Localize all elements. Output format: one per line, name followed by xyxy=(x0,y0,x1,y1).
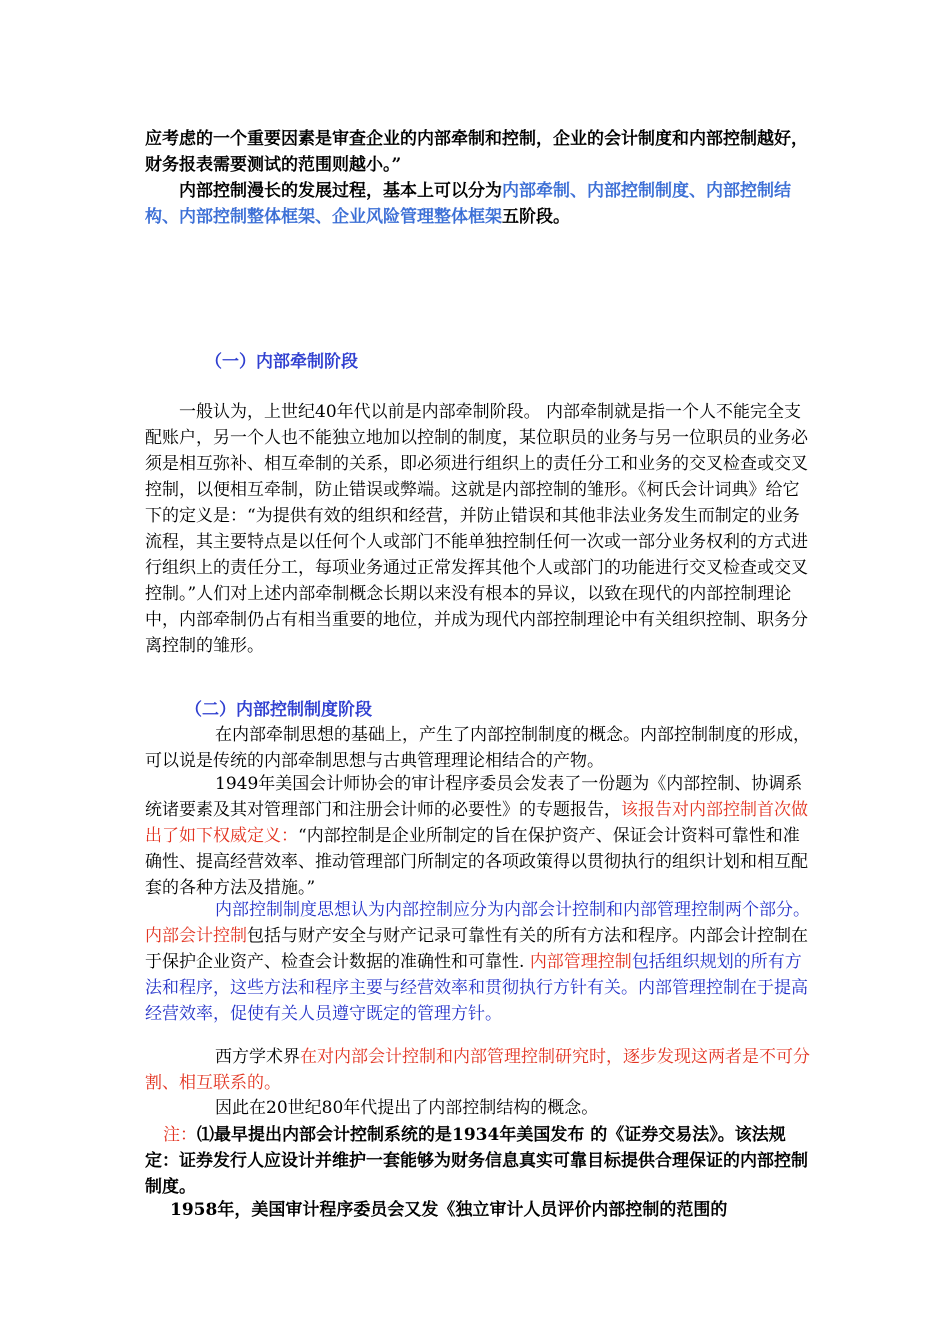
section2-paragraph-3 xyxy=(145,897,810,1027)
note-label: 注： xyxy=(163,1125,197,1145)
note-2 xyxy=(145,1197,810,1223)
section2-text-2a: 1949年美国会计师协会的审计程序委员会发表了一份题为《内部控制、协调系统诸要素及其对管理部门和注册会计师的必要性》的专题报告， xyxy=(145,774,803,820)
section2-text-2b: “内部控制是企业所制定的旨在保护资产、保证会计资料可靠性和准确性、提高经营效率、推动管理部门所制定的各项政策得以贯彻执行的组织计划和相互配套的各种方法及措施。” xyxy=(145,826,808,898)
section2-paragraph-5 xyxy=(145,1095,810,1121)
intro-stages-highlight: 内部牵制、内部控制制度、内部控制结构、内部控制整体框架、企业风险管理整体框架 xyxy=(145,181,791,227)
section2-text-3-blue2: 包括组织规划的所有方法和程序，这些方法和程序主要与经营效率和贯彻执行方针有关。内部管理控制在于提高经营效率，促使有关人员遵守既定的管理方针。 xyxy=(145,952,808,1024)
section2-text-4-highlight: 在对内部会计控制和内部管理控制研究时，逐步发现这两者是不可分割、相互联系的。 xyxy=(145,1047,810,1093)
section2-text-4a: 西方学术界 xyxy=(215,1047,300,1067)
section2-accounting-control-term: 内部会计控制 xyxy=(145,926,247,946)
intro-text-2b: 五阶段。 xyxy=(502,207,570,227)
note-1 xyxy=(145,1122,810,1200)
section2-text-5: 因此在20世纪80年代提出了内部控制结构的概念。 xyxy=(215,1098,599,1118)
note-2-text: 1958年，美国审计程序委员会又发《独立审计人员评价内部控制的范围的 xyxy=(170,1200,728,1220)
intro-text-2a: 内部控制漫长的发展过程，基本上可以分为 xyxy=(179,181,502,201)
section2-heading: （二）内部控制制度阶段 xyxy=(185,700,372,720)
section2-paragraph-1 xyxy=(145,722,810,774)
section2-text-3a: 包括与财产安全与财产记录可靠性有关的所有方法和程序。内部会计控制在于保护企业资产、检查会计数据的准确性和可靠性. xyxy=(145,926,808,972)
section2-text-1: 在内部牵制思想的基础上，产生了内部控制制度的概念。内部控制制度的形成，可以说是传统的内部牵制思想与古典管理理论相结合的产物。 xyxy=(145,725,810,771)
intro-paragraph-1 xyxy=(145,126,810,178)
section2-definition-highlight: 该报告对内部控制首次做出了如下权威定义： xyxy=(145,800,808,846)
section2-paragraph-2 xyxy=(145,771,810,901)
intro-paragraph-2 xyxy=(145,178,810,230)
section1-paragraph xyxy=(145,399,810,659)
section2-text-3-blue1: 内部控制制度思想认为内部控制应分为内部会计控制和内部管理控制两个部分。 xyxy=(215,900,810,920)
section2-management-control-term: 内部管理控制 xyxy=(529,952,632,972)
intro-text-1: 应考虑的一个重要因素是审查企业的内部牵制和控制，企业的会计制度和内部控制越好，财务报表需要测试的范围则越小。” xyxy=(145,129,808,175)
section1-text: 一般认为，上世纪40年代以前是内部牵制阶段。 内部牵制就是指一个人不能完全支配账户，另一个人也不能独立地加以控制的制度，某位职员的业务与另一位职员的业务必须是相互弥补、相互牵制的关系，即必须进行组织上的责任分工和业务的交叉检查或交叉控制，以便相互牵制，防止错误或弊端。这就是内部控制的雏形。《柯氏会计词典》给它下的定义是：“为提供有效的组织和经营，并防止错误和其他非法业务发生而制定的业务流程，其主要特点是以任何个人或部门不能单独控制任何一次或一部分业务权利的方式进行组织上的责任分工，每项业务通过正常发挥其他个人或部门的功能进行交叉检查或交叉控制。”人们对上述内部牵制概念长期以来没有根本的异议，以致在现代的内部控制理论中，内部牵制仍占有相当重要的地位，并成为现代内部控制理论中有关组织控制、职务分离控制的雏形。 xyxy=(145,402,808,656)
section2-paragraph-4 xyxy=(145,1044,810,1096)
note-1-text: ⑴最早提出内部会计控制系统的是1934年美国发布 的《证券交易法》。该法规定：证券发行人应设计并维护一套能够为财务信息真实可靠目标提供合理保证的内部控制制度。 xyxy=(145,1125,808,1197)
section1-heading: （一）内部牵制阶段 xyxy=(205,352,358,372)
